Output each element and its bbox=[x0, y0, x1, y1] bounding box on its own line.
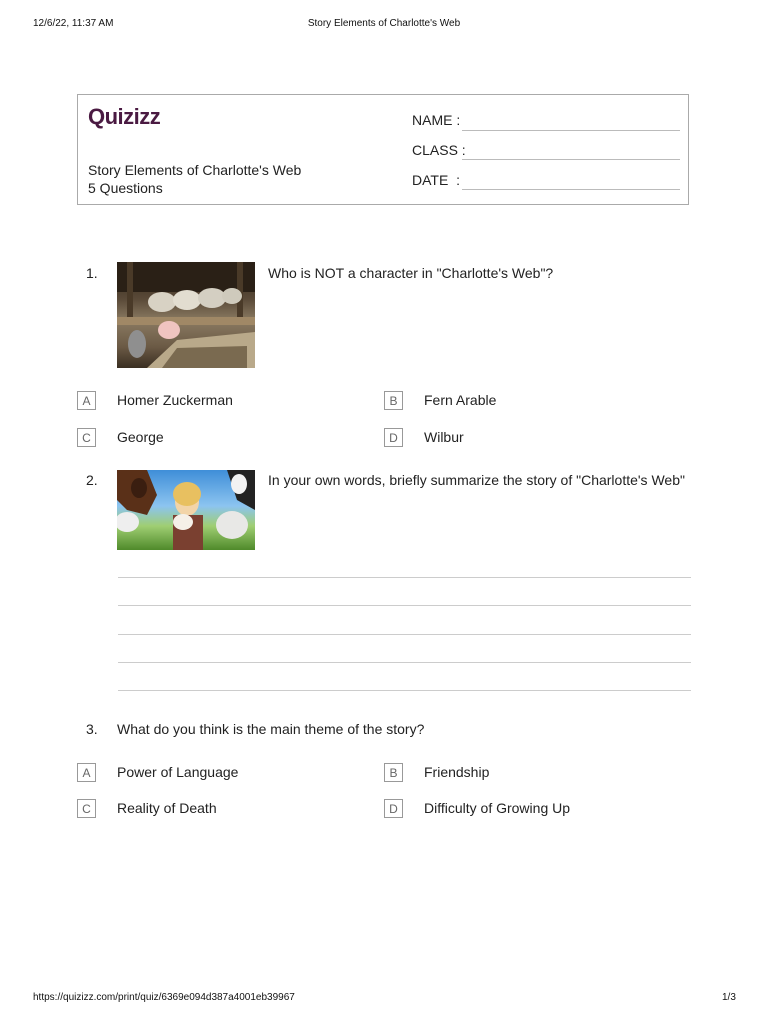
answer-line-5[interactable] bbox=[118, 690, 691, 691]
date-label: DATE : bbox=[412, 172, 460, 188]
quizizz-logo bbox=[88, 104, 160, 130]
q1-option-c-text: George bbox=[117, 429, 164, 445]
q3-option-c-text: Reality of Death bbox=[117, 800, 217, 816]
q1-option-a-letter[interactable]: A bbox=[77, 391, 96, 410]
answer-line-4[interactable] bbox=[118, 662, 691, 663]
q3-option-b-text: Friendship bbox=[424, 764, 490, 780]
footer-url[interactable]: https://quizizz.com/print/quiz/6369e094d387a4001eb39967 bbox=[33, 992, 295, 1003]
q3-option-c-letter[interactable]: C bbox=[77, 799, 96, 818]
q1-option-d-text: Wilbur bbox=[424, 429, 464, 445]
date-field-line[interactable] bbox=[462, 189, 680, 190]
q1-option-d-letter[interactable]: D bbox=[384, 428, 403, 447]
q3-option-d-text: Difficulty of Growing Up bbox=[424, 800, 571, 816]
name-label: NAME : bbox=[412, 112, 461, 128]
q3-option-d-letter[interactable]: D bbox=[384, 799, 403, 818]
q1-option-b-text: Fern Arable bbox=[424, 392, 497, 408]
answer-line-3[interactable] bbox=[118, 634, 691, 635]
question-2-number: 2. bbox=[86, 472, 98, 488]
quiz-title-block bbox=[88, 161, 301, 197]
print-page-title: Story Elements of Charlotte's Web bbox=[307, 18, 461, 29]
class-label: CLASS : bbox=[412, 142, 466, 158]
q3-option-b-letter[interactable]: B bbox=[384, 763, 403, 782]
q1-option-c-letter[interactable]: C bbox=[77, 428, 96, 447]
question-1-image bbox=[117, 262, 255, 368]
q3-option-a-letter[interactable]: A bbox=[77, 763, 96, 782]
q3-option-a-text: Power of Language bbox=[117, 764, 239, 780]
footer-page-number: 1/3 bbox=[722, 992, 736, 1003]
class-field-line[interactable] bbox=[462, 159, 680, 160]
question-count: 5 Questions bbox=[88, 180, 163, 196]
q1-option-b-letter[interactable]: B bbox=[384, 391, 403, 410]
print-datetime: 12/6/22, 11:37 AM bbox=[33, 18, 114, 29]
name-field-line[interactable] bbox=[462, 130, 680, 131]
question-2-image bbox=[117, 470, 255, 550]
answer-line-1[interactable] bbox=[118, 577, 691, 578]
quiz-title: Story Elements of Charlotte's Web bbox=[88, 162, 302, 178]
question-3-number: 3. bbox=[86, 721, 98, 737]
q1-option-a-text: Homer Zuckerman bbox=[117, 392, 233, 408]
question-1-number: 1. bbox=[86, 265, 98, 281]
question-1-text: Who is NOT a character in "Charlotte's Web"? bbox=[268, 265, 554, 281]
question-3-text: What do you think is the main theme of the story? bbox=[117, 721, 425, 737]
quizizz-logo-text: Quizizz bbox=[88, 104, 161, 129]
question-2-text: In your own words, briefly summarize the story of "Charlotte's Web" bbox=[268, 472, 685, 488]
answer-line-2[interactable] bbox=[118, 605, 691, 606]
